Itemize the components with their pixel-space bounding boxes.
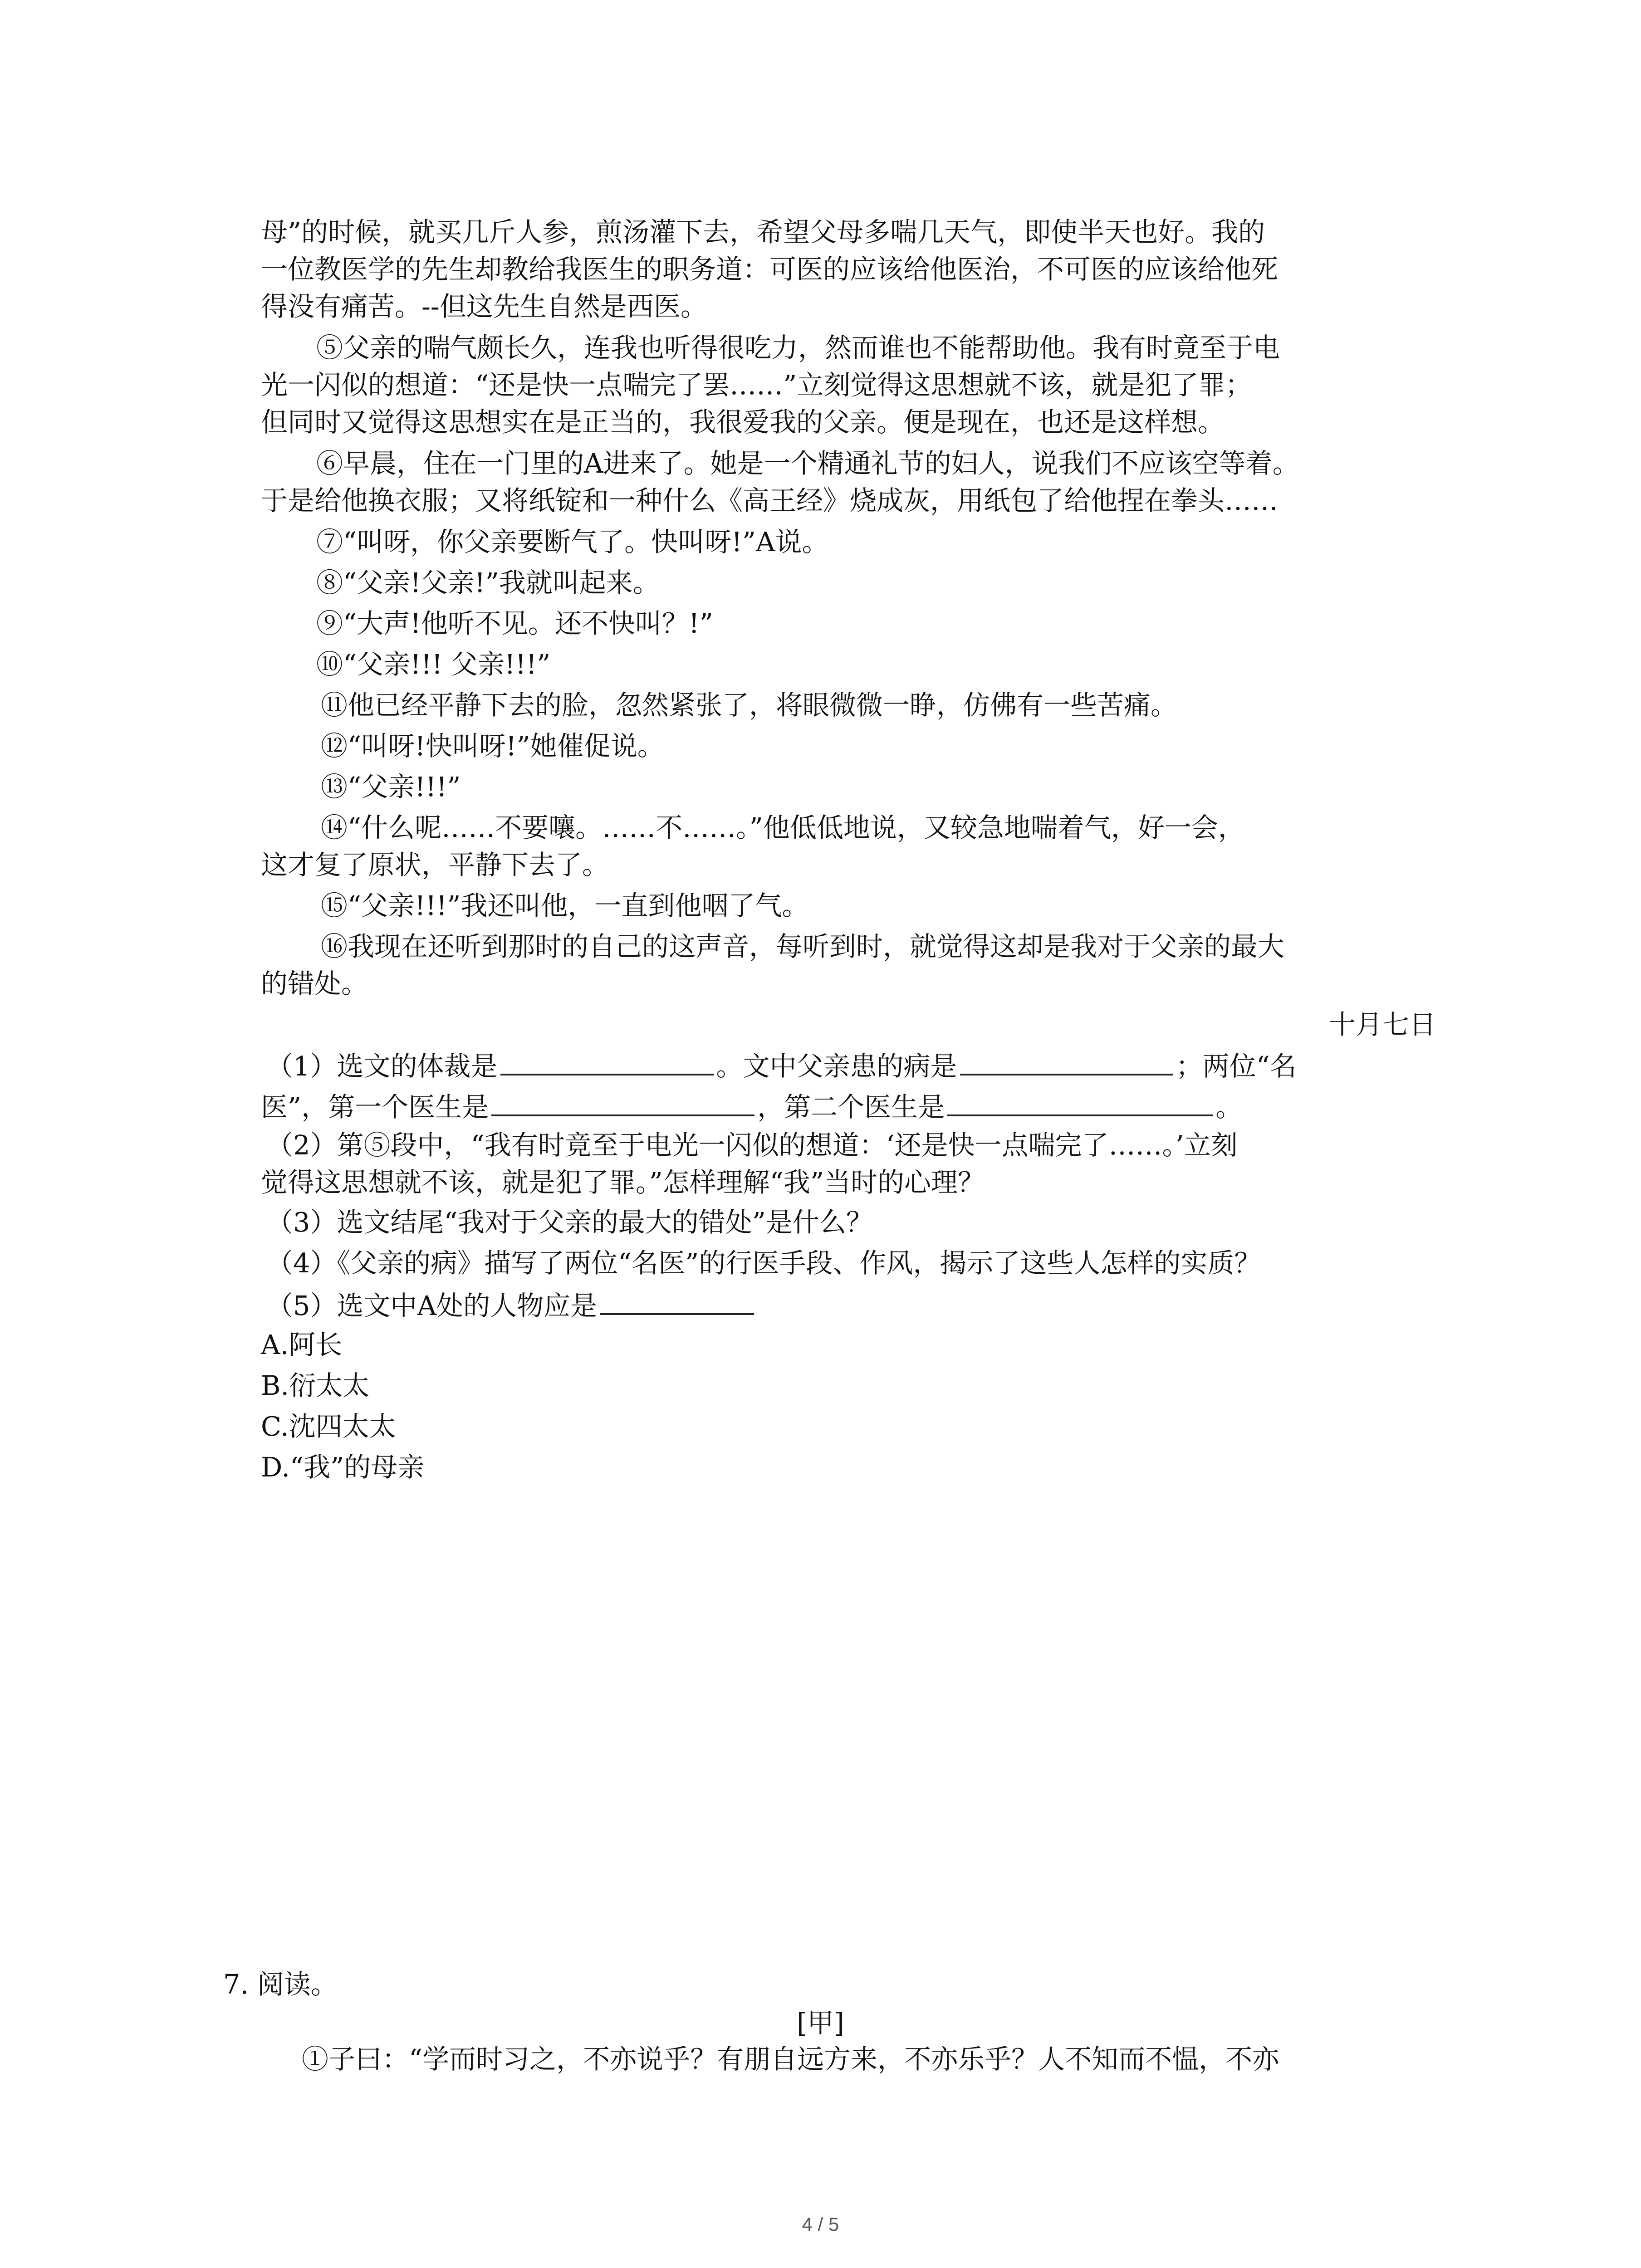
answer-blank-second-doctor[interactable] bbox=[947, 1090, 1213, 1116]
question-1-line-1 bbox=[266, 1049, 1297, 1085]
paragraph-13: ⑬“父亲!!!” bbox=[321, 771, 461, 802]
paragraph-7: ⑦“叫呀，你父亲要断气了。快叫呀!”A说。 bbox=[316, 526, 829, 557]
section-heading-jia: [甲] bbox=[796, 2007, 845, 2038]
answer-blank-person-a[interactable] bbox=[600, 1288, 754, 1315]
question-1-text: 。 bbox=[1215, 1091, 1243, 1123]
paragraph-8: ⑧“父亲!父亲!”我就叫起来。 bbox=[316, 567, 660, 598]
question-5 bbox=[266, 1288, 757, 1325]
answer-blank-illness[interactable] bbox=[960, 1049, 1173, 1075]
page-number: 4 / 5 bbox=[802, 2214, 839, 2235]
question-7-text: ①子曰：“学而时习之，不亦说乎？有朋自远方来，不亦乐乎？人不知而不愠，不亦 bbox=[302, 2043, 1279, 2075]
passage-line: 的错处。 bbox=[261, 968, 368, 999]
option-d[interactable]: D.“我”的母亲 bbox=[261, 1452, 425, 1483]
question-7-title: 7. 阅读。 bbox=[223, 1969, 338, 2000]
paragraph-16: ⑯我现在还听到那时的自己的这声音，每听到时，就觉得这却是我对于父亲的最大 bbox=[321, 931, 1285, 962]
question-2: （2）第⑤段中，“我有时竟至于电光一闪似的想道：‘还是快一点喘完了……。’立刻 bbox=[266, 1129, 1238, 1161]
passage-line: 一位教医学的先生却教给我医生的职务道：可医的应该给他医治，不可医的应该给他死 bbox=[261, 254, 1279, 285]
question-1-line-2 bbox=[261, 1090, 1242, 1126]
passage-line: 母”的时候，就买几斤人参，煎汤灌下去，希望父母多喘几天气，即使半天也好。我的 bbox=[261, 216, 1265, 248]
paragraph-6: ⑥早晨，住在一门里的A进来了。她是一个精通礼节的妇人，说我们不应该空等着。 bbox=[316, 448, 1299, 479]
question-1-text: ，第二个医生是 bbox=[757, 1091, 945, 1123]
answer-blank-genre[interactable] bbox=[500, 1049, 714, 1075]
question-1-text: 医”，第一个医生是 bbox=[261, 1091, 489, 1123]
question-3: （3）选文结尾“我对于父亲的最大的错处”是什么？ bbox=[266, 1207, 873, 1238]
answer-blank-first-doctor[interactable] bbox=[491, 1090, 754, 1116]
paragraph-5: ⑤父亲的喘气颇长久，连我也听得很吃力，然而谁也不能帮助他。我有时竟至于电 bbox=[316, 332, 1280, 363]
option-c[interactable]: C.沈四太太 bbox=[261, 1411, 396, 1442]
passage-date: 十月七日 bbox=[1328, 1009, 1436, 1040]
question-5-text: （5）选文中A处的人物应是 bbox=[266, 1290, 598, 1321]
question-4: （4）《父亲的病》描写了两位“名医”的行医手段、作风，揭示了这些人怎样的实质？ bbox=[266, 1247, 1261, 1279]
option-b[interactable]: B.衍太太 bbox=[261, 1370, 370, 1401]
question-1-text: 。文中父亲患的病是 bbox=[716, 1051, 957, 1082]
paragraph-15: ⑮“父亲!!!”我还叫他，一直到他咽了气。 bbox=[321, 890, 809, 921]
paragraph-10: ⑩“父亲!!! 父亲!!!” bbox=[316, 649, 551, 680]
option-a[interactable]: A.阿长 bbox=[261, 1329, 343, 1360]
paragraph-12: ⑫“叫呀!快叫呀!”她催促说。 bbox=[321, 730, 664, 762]
paragraph-11: ⑪他已经平静下去的脸，忽然紧张了，将眼微微一睁，仿佛有一些苦痛。 bbox=[321, 689, 1178, 721]
passage-line: 这才复了原状，平静下去了。 bbox=[261, 849, 609, 880]
question-2-cont: 觉得这思想就不该，就是犯了罪。”怎样理解“我”当时的心理？ bbox=[261, 1167, 985, 1198]
passage-line: 但同时又觉得这思想实在是正当的，我很爱我的父亲。便是现在，也还是这样想。 bbox=[261, 406, 1225, 438]
paragraph-14: ⑭“什么呢……不要嚷。……不……。”他低低地说，又较急地喘着气，好一会， bbox=[321, 812, 1245, 843]
question-1-text: ；两位“名 bbox=[1176, 1051, 1297, 1082]
question-1-text: （1）选文的体裁是 bbox=[266, 1051, 498, 1082]
passage-line: 光一闪似的想道：“还是快一点喘完了罢……”立刻觉得这思想就不该，就是犯了罪； bbox=[261, 369, 1252, 401]
passage-line: 得没有痛苦。--但这先生自然是西医。 bbox=[261, 291, 707, 322]
passage-line: 于是给他换衣服；又将纸锭和一种什么《高王经》烧成灰，用纸包了给他捏在拳头…… bbox=[261, 485, 1279, 516]
paragraph-9: ⑨“大声!他听不见。还不快叫？!” bbox=[316, 608, 713, 639]
